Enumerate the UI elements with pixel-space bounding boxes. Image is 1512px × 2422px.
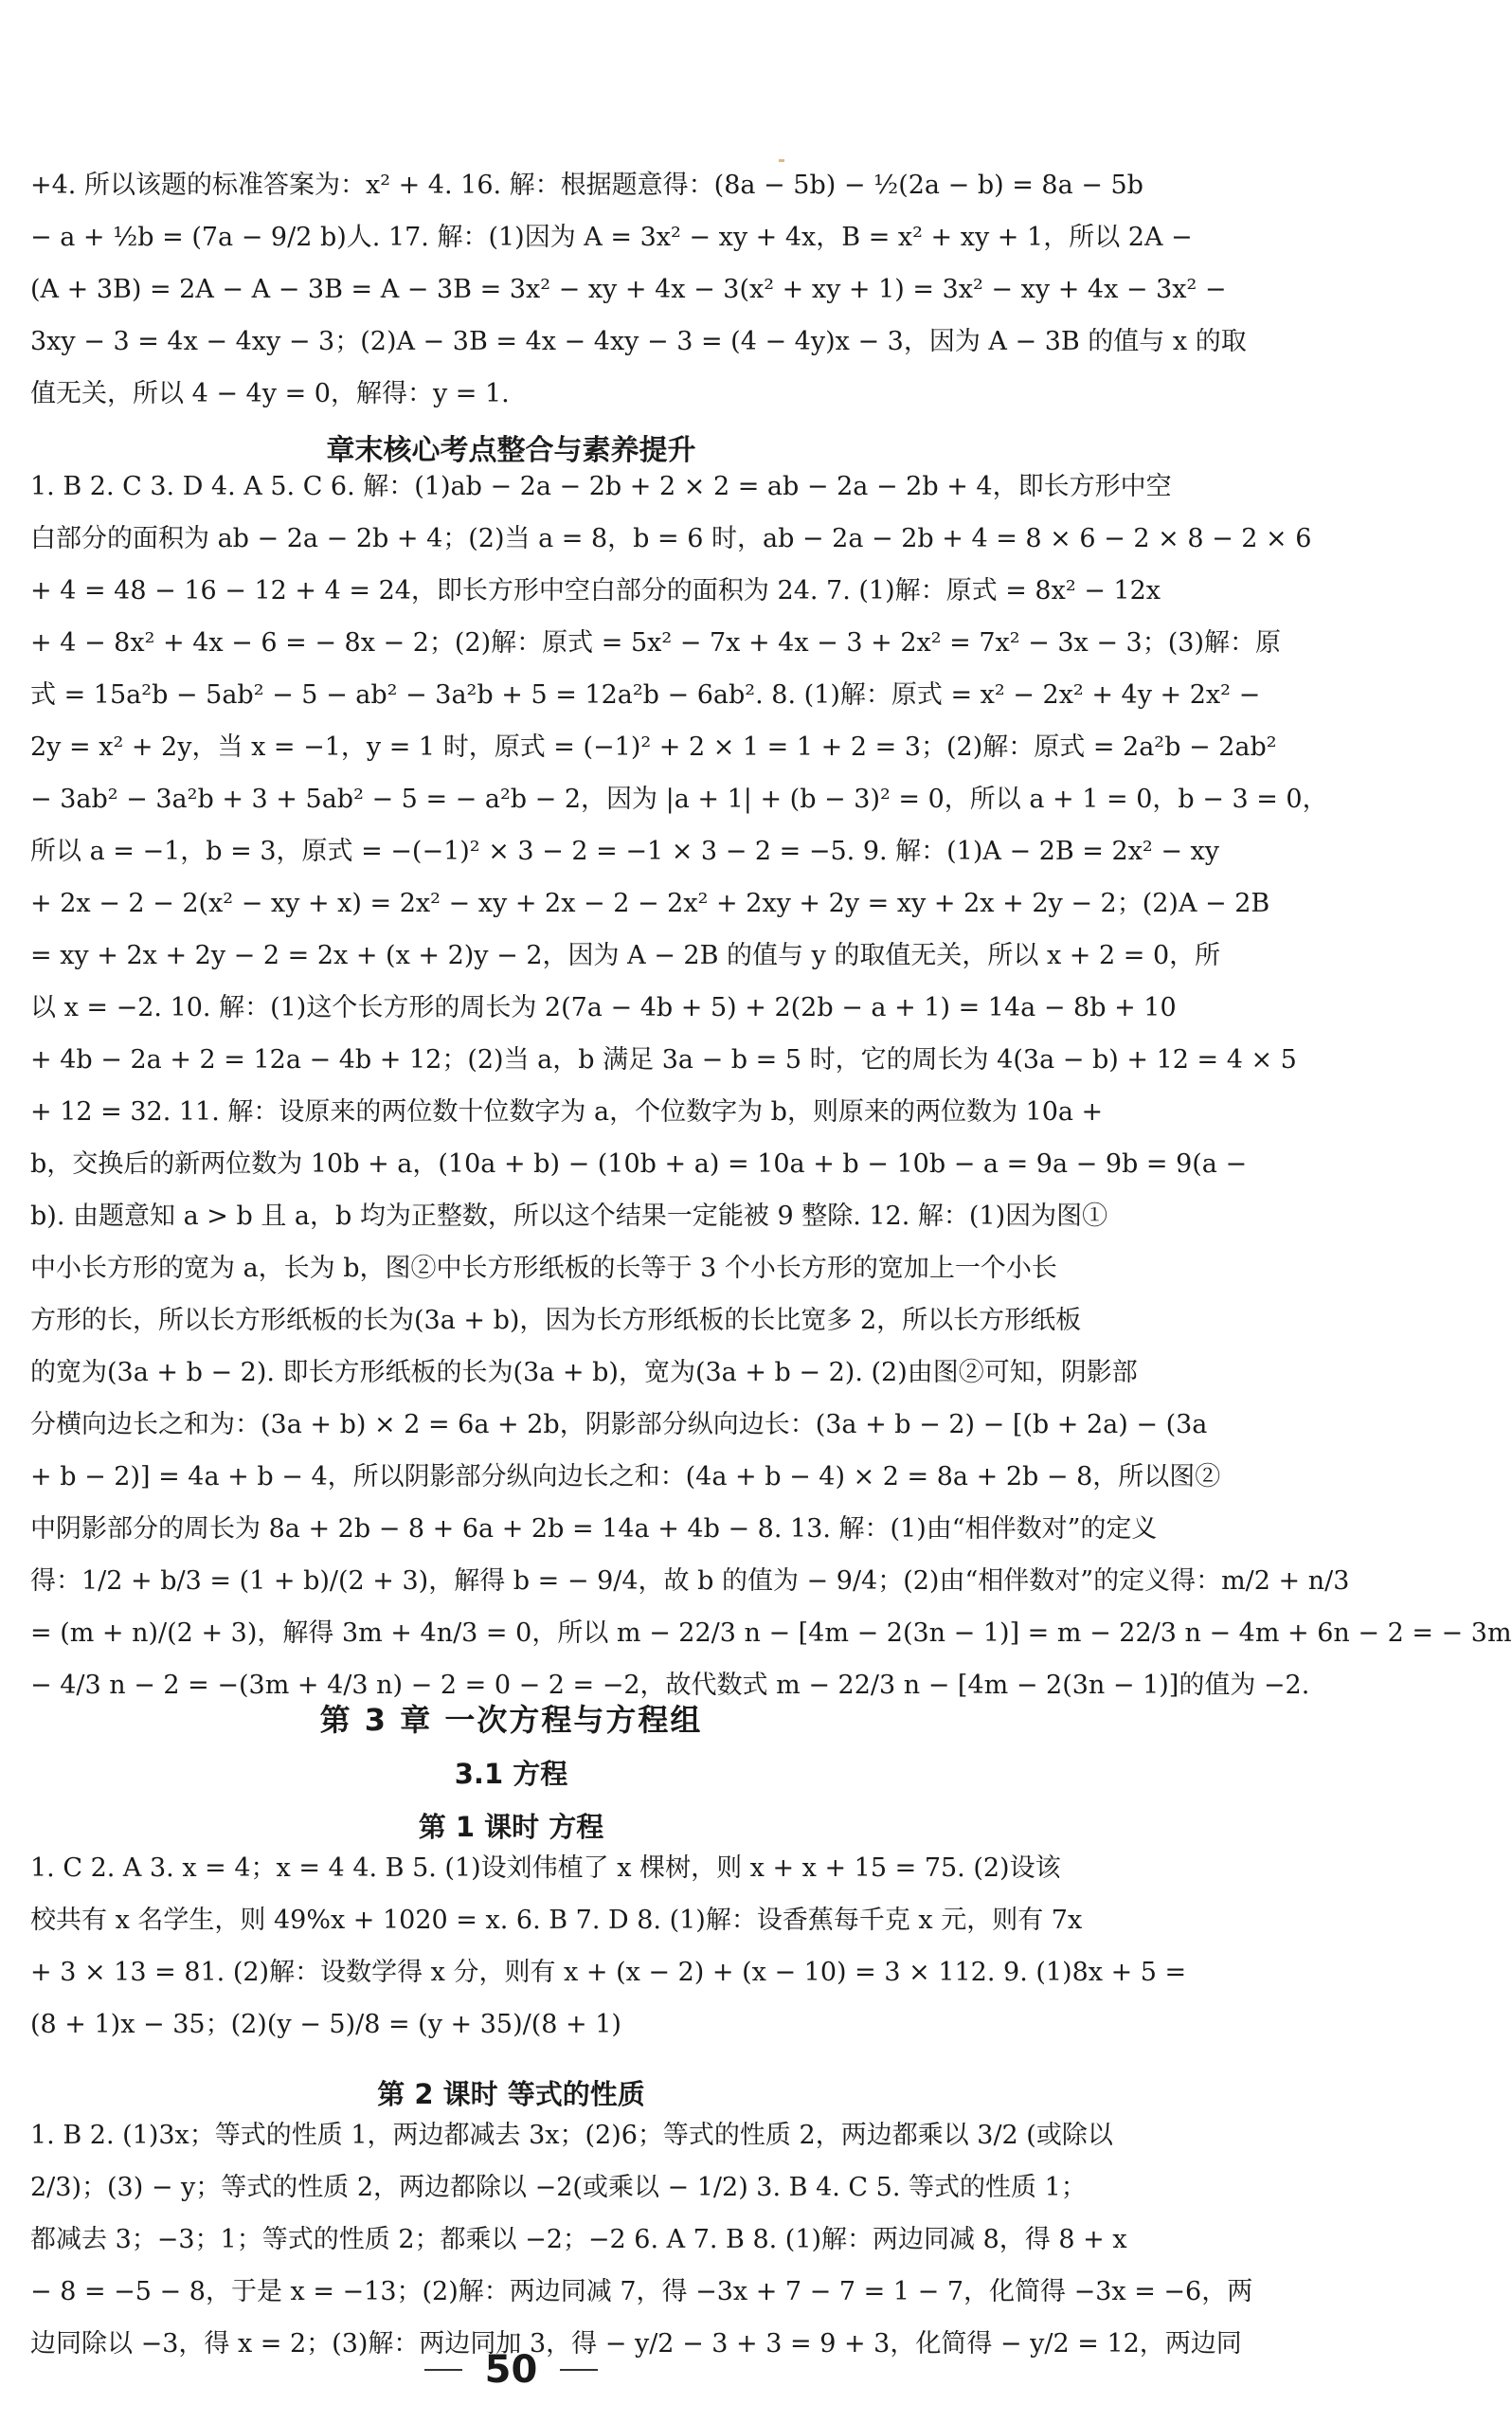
section-heading-3-1: 3.1 方程 [454, 1758, 568, 1790]
text-line: + b − 2)] = 4a + b − 4，所以阴影部分纵向边长之和：(4a + b − 4) × 2 = 8a + 2b − 8，所以图② [30, 1462, 1221, 1491]
text-line: +4. 所以该题的标准答案为：x² + 4. 16. 解：根据题意得：(8a − 5b) − ½(2a − b) = 8a − 5b [30, 171, 1143, 200]
text-line: 方形的长，所以长方形纸板的长为(3a + b)，因为长方形纸板的长比宽多 2，所以长方形纸板 [30, 1306, 1082, 1335]
text-line: 2/3)；(3) − y；等式的性质 2，两边都除以 −2(或乘以 − 1/2) 3. B 4. C 5. 等式的性质 1； [30, 2173, 1087, 2202]
text-line: 边同除以 −3，得 x = 2；(3)解：两边同加 3，得 − y/2 − 3 + 3 = 9 + 3，化简得 − y/2 = 12，两边同 [30, 2329, 1242, 2359]
answer-block-lesson-2 [30, 2109, 1253, 2370]
text-line: − 3ab² − 3a²b + 3 + 5ab² − 5 = − a²b − 2，因为 |a + 1| + (b − 3)² = 0，所以 a + 1 = 0，b − 3 = 0， [30, 785, 1328, 814]
answer-block-chapter-review [30, 461, 1512, 1711]
text-line: 式 = 15a²b − 5ab² − 5 − ab² − 3a²b + 5 = 12a²b − 6ab². 8. (1)解：原式 = x² − 2x² + 4y + 2x² − [30, 680, 1261, 710]
text-line: 2y = x² + 2y，当 x = −1，y = 1 时，原式 = (−1)² + 2 × 1 = 1 + 2 = 3；(2)解：原式 = 2a²b − 2ab² [30, 732, 1277, 762]
text-line: 1. B 2. C 3. D 4. A 5. C 6. 解：(1)ab − 2a − 2b + 2 × 2 = ab − 2a − 2b + 4，即长方形中空 [30, 472, 1172, 501]
footer-rule-left [424, 2369, 462, 2371]
text-line: b，交换后的新两位数为 10b + a，(10a + b) − (10b + a) = 10a + b − 10b − a = 9a − 9b = 9(a − [30, 1149, 1248, 1179]
text-line: b). 由题意知 a > b 且 a，b 均为正整数，所以这个结果一定能被 9 整除. 12. 解：(1)因为图① [30, 1202, 1108, 1231]
footer-rule-right [560, 2369, 598, 2371]
text-line: 得：1/2 + b/3 = (1 + b)/(2 + 3)，解得 b = − 9/4，故 b 的值为 − 9/4；(2)由“相伴数对”的定义得：m/2 + n/3 [30, 1566, 1350, 1596]
text-line: (8 + 1)x − 35；(2)(y − 5)/8 = (y + 35)/(8 + 1) [30, 2010, 621, 2039]
text-line: + 4 − 8x² + 4x − 6 = − 8x − 2；(2)解：原式 = 5x² − 7x + 4x − 3 + 2x² = 7x² − 3x − 3；(3)解：原 [30, 628, 1281, 658]
text-line: − 4/3 n − 2 = −(3m + 4/3 n) − 2 = 0 − 2 = −2，故代数式 m − 22/3 n − [4m − 2(3n − 1)]的值为 −2. [30, 1671, 1310, 1700]
text-line: 中阴影部分的周长为 8a + 2b − 8 + 6a + 2b = 14a + 4b − 8. 13. 解：(1)由“相伴数对”的定义 [30, 1514, 1158, 1544]
page-number: 50 [484, 2348, 538, 2392]
text-line: (A + 3B) = 2A − A − 3B = A − 3B = 3x² − xy + 4x − 3(x² + xy + 1) = 3x² − xy + 4x − 3x² − [30, 275, 1227, 304]
page-footer [0, 2348, 1022, 2392]
text-line: − 8 = −5 − 8，于是 x = −13；(2)解：两边同减 7，得 −3x + 7 − 7 = 1 − 7，化简得 −3x = −6，两 [30, 2277, 1253, 2306]
text-line: + 4b − 2a + 2 = 12a − 4b + 12；(2)当 a，b 满足 3a − b = 5 时，它的周长为 4(3a − b) + 12 = 4 × 5 [30, 1045, 1297, 1075]
chapter-heading: 第 3 章 一次方程与方程组 [319, 1702, 703, 1738]
text-line: 都减去 3；−3；1；等式的性质 2；都乘以 −2；−2 6. A 7. B 8. (1)解：两边同减 8，得 8 + x [30, 2225, 1127, 2254]
text-line: 3xy − 3 = 4x − 4xy − 3；(2)A − 3B = 4x − 4xy − 3 = (4 − 4y)x − 3，因为 A − 3B 的值与 x 的取 [30, 327, 1247, 356]
text-line: + 12 = 32. 11. 解：设原来的两位数十位数字为 a，个位数字为 b，则原来的两位数为 10a + [30, 1097, 1104, 1127]
text-line: 1. B 2. (1)3x；等式的性质 1，两边都减去 3x；(2)6；等式的性质 2，两边都乘以 3/2 (或除以 [30, 2121, 1113, 2150]
text-line: + 4 = 48 − 16 − 12 + 4 = 24，即长方形中空白部分的面积为 24. 7. (1)解：原式 = 8x² − 12x [30, 576, 1161, 606]
section-heading-chapter-review: 章末核心考点整合与素养提升 [326, 434, 696, 467]
text-line: 白部分的面积为 ab − 2a − 2b + 4；(2)当 a = 8，b = 6 时，ab − 2a − 2b + 4 = 8 × 6 − 2 × 8 − 2 × 6 [30, 524, 1312, 553]
text-line: = xy + 2x + 2y − 2 = 2x + (x + 2)y − 2，因为 A − 2B 的值与 y 的取值无关，所以 x + 2 = 0，所 [30, 941, 1221, 970]
answer-block-problems-16-17 [30, 159, 1247, 420]
lesson-heading-2: 第 2 课时 等式的性质 [377, 2078, 645, 2110]
text-line: 的宽为(3a + b − 2). 即长方形纸板的长为(3a + b)，宽为(3a + b − 2). (2)由图②可知，阴影部 [30, 1358, 1138, 1387]
text-line: 值无关，所以 4 − 4y = 0，解得：y = 1. [30, 379, 510, 408]
text-line: 中小长方形的宽为 a，长为 b，图②中长方形纸板的长等于 3 个小长方形的宽加上一个小长 [30, 1254, 1057, 1283]
text-line: = (m + n)/(2 + 3)，解得 3m + 4n/3 = 0，所以 m − 22/3 n − [4m − 2(3n − 1)] = m − 22/3 n − 4m + 6n − 2 = − 3m [30, 1618, 1512, 1648]
answer-block-lesson-1 [30, 1842, 1187, 2051]
text-line: 1. C 2. A 3. x = 4；x = 4 4. B 5. (1)设刘伟植了 x 棵树，则 x + x + 15 = 75. (2)设该 [30, 1853, 1061, 1883]
text-line: + 3 × 13 = 81. (2)解：设数学得 x 分，则有 x + (x − 2) + (x − 10) = 3 × 112. 9. (1)8x + 5 = [30, 1958, 1187, 1987]
text-line: 所以 a = −1，b = 3，原式 = −(−1)² × 3 − 2 = −1 × 3 − 2 = −5. 9. 解：(1)A − 2B = 2x² − xy [30, 837, 1220, 866]
text-line: − a + ½b = (7a − 9/2 b)人. 17. 解：(1)因为 A = 3x² − xy + 4x，B = x² + xy + 1，所以 2A − [30, 223, 1193, 252]
text-line: 分横向边长之和为：(3a + b) × 2 = 6a + 2b，阴影部分纵向边长：(3a + b − 2) − [(b + 2a) − (3a [30, 1410, 1208, 1439]
text-line: + 2x − 2 − 2(x² − xy + x) = 2x² − xy + 2x − 2 − 2x² + 2xy + 2y = xy + 2x + 2y − 2；(2)A − 2B [30, 889, 1270, 918]
lesson-heading-1: 第 1 课时 方程 [418, 1811, 604, 1843]
text-line: 以 x = −2. 10. 解：(1)这个长方形的周长为 2(7a − 4b + 5) + 2(2b − a + 1) = 14a − 8b + 10 [30, 993, 1177, 1022]
text-line: 校共有 x 名学生，则 49%x + 1020 = x. 6. B 7. D 8. (1)解：设香蕉每千克 x 元，则有 7x [30, 1906, 1083, 1935]
